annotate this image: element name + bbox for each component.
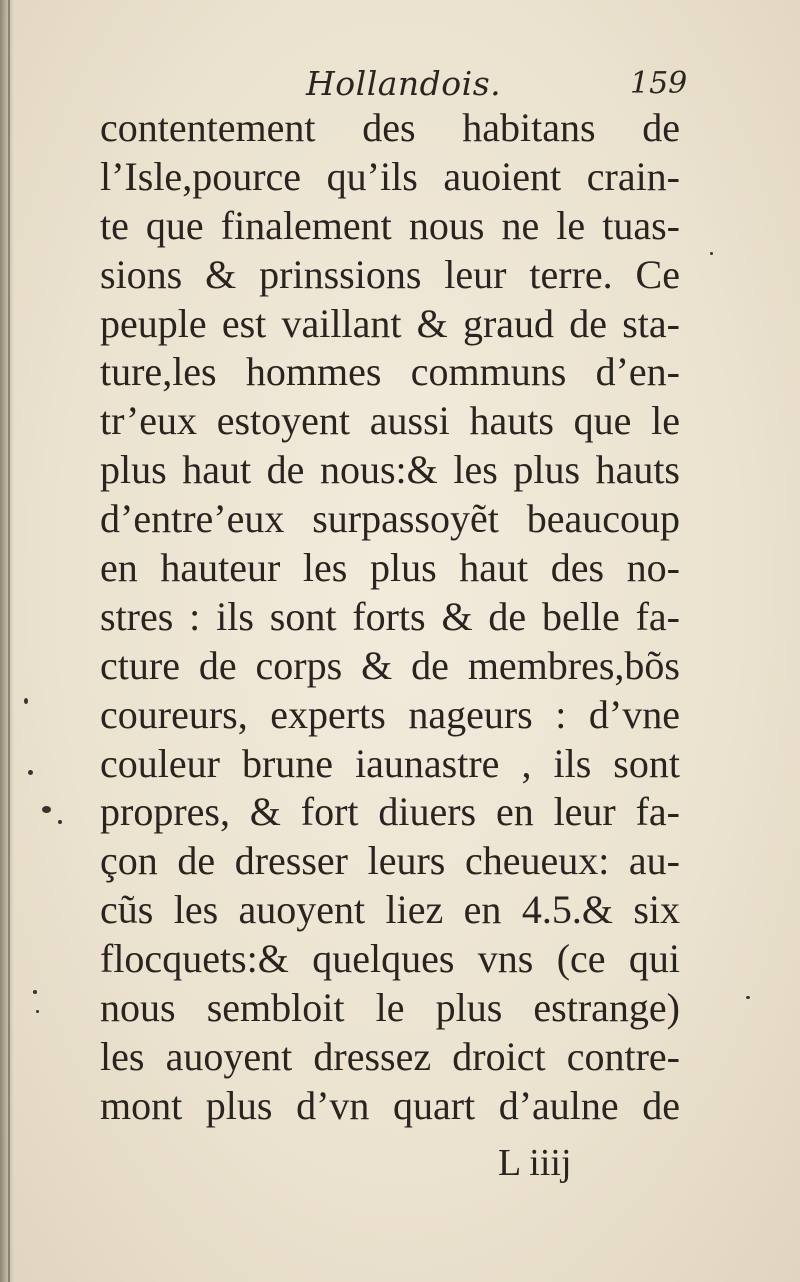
text-line: çon de dresser leurs cheueux: au-	[100, 838, 680, 884]
paper-speck	[58, 820, 62, 824]
paper-speck	[710, 252, 713, 255]
signature-row	[0, 1138, 800, 1188]
paper-speck	[24, 698, 28, 704]
text-line: cũs les auoyent liez en 4.5.& six	[100, 887, 680, 933]
text-line: propres, & fort diuers en leur fa-	[100, 789, 680, 835]
text-line: flocquets:& quelques vns (ce qui	[100, 936, 680, 982]
running-head	[0, 62, 800, 106]
text-line: en hauteur les plus haut des no-	[100, 545, 680, 591]
page-gutter-shadow	[0, 0, 14, 1282]
text-line: contentement des habitans de	[100, 105, 680, 150]
body-text	[100, 104, 700, 1131]
text-line: les auoyent dressez droict contre-	[100, 1033, 680, 1079]
paper-speck	[746, 996, 750, 999]
text-line: nous sembloit le plus estrange)	[100, 985, 680, 1031]
running-head-title: Hollandois.	[306, 64, 502, 103]
text-line: plus haut de nous:& les plus hauts	[100, 447, 680, 493]
text-line: ture,les hommes communs d’en-	[100, 349, 680, 395]
text-line: tr’eux estoyent aussi hauts que le	[100, 398, 680, 444]
text-line: d’entre’eux surpassoyẽt beaucoup	[100, 496, 680, 542]
paper-speck	[33, 990, 37, 994]
text-line: te que finalement nous ne le tuas-	[100, 202, 680, 248]
text-line: mont plus d’vn quart d’aulne de	[100, 1082, 680, 1128]
binding-edge	[8, 0, 10, 1282]
paper-speck	[36, 1010, 39, 1013]
page-number: 159	[630, 66, 688, 101]
text-line: stres : ils sont forts & de belle fa-	[100, 593, 680, 639]
text-line: sions & prinssions leur terre. Ce	[100, 251, 680, 297]
signature-mark: L iiij	[498, 1142, 572, 1184]
paper-speck	[28, 770, 33, 775]
text-line: cture de corps & de membres,bõs	[100, 642, 680, 688]
paper-speck	[42, 806, 51, 813]
text-line: peuple est vaillant & graud de sta-	[100, 300, 680, 346]
text-line: couleur brune iaunastre , ils sont	[100, 740, 680, 786]
text-line: coureurs, experts nageurs : d’vne	[100, 691, 680, 737]
text-line: l’Isle,pource qu’ils auoient crain-	[100, 153, 680, 199]
